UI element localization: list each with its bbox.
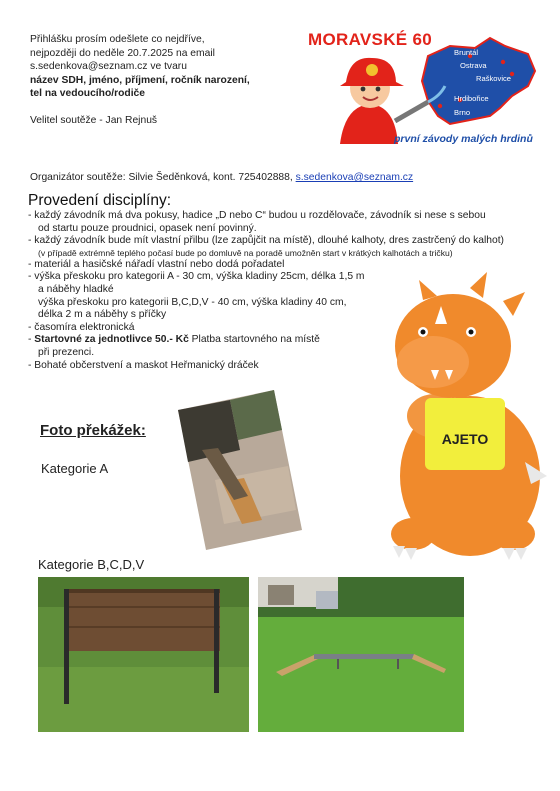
category-b-beam-photo (258, 577, 464, 732)
rule-line (28, 248, 558, 259)
commander-line: Velitel soutěže - Jan Rejnuš (30, 114, 158, 126)
rule-text: od startu pouze proudnici, opasek není povinný. (38, 222, 257, 234)
rule-text: - materiál a hasičské nářadí vlastní nebo dodá pořadatel (28, 258, 285, 270)
rule-text: - každý závodník má dva pokusy, hadice „D nebo C“ budou u rozdělovače, závodník si nese s sebou (28, 210, 486, 221)
intro-line: nejpozději do neděle 20.7.2025 na email (30, 47, 215, 59)
town-label: Brno (454, 108, 471, 117)
intro-block (30, 33, 300, 128)
intro-line: Přihlášku prosím odešlete co nejdříve, (30, 34, 205, 45)
rule-text: - každý závodník bude mít vlastní přilbu (lze zapůjčit na místě), dlouhé kalhoty, dres zastrčený do kalhot) (28, 235, 504, 247)
category-b-wall-photo (38, 577, 249, 732)
rule-text: (v případě extrémně teplého počasí bude po domluvě na poradě umožněn start v krátkých kalhotách a tričku) (38, 247, 453, 258)
category-a-obstacle-photo (170, 390, 310, 550)
town-label: Bruntál (454, 48, 479, 57)
intro-line: tel na vedoucího/rodiče (30, 88, 146, 100)
rule-text: výška přeskoku pro kategorii B,C,D,V - 40 cm, výška kladiny 40 cm, (38, 296, 347, 308)
intro-line: název SDH, jméno, příjmení, ročník narození, (30, 74, 250, 86)
mascot-dragon-photo (375, 266, 553, 576)
rule-bold-text: Startovné za jednotlivce 50.- Kč (34, 334, 189, 346)
organizer-text: Organizátor soutěže: Silvie Šeděnková, kont. 725402888, (30, 172, 293, 183)
town-label: Ostrava (460, 61, 487, 70)
organizer-line (30, 172, 413, 183)
photos-heading: Foto překážek: (40, 422, 146, 439)
rule-text: - Bohaté občerstvení a maskot Heřmanický dráček (28, 359, 259, 371)
rule-line (28, 235, 558, 248)
rule-text: - časomíra elektronická (28, 321, 135, 333)
organizer-email-link[interactable]: s.sedenkova@seznam.cz (295, 172, 414, 183)
rule-text: a náběhy hladké (38, 283, 114, 295)
category-b-label: Kategorie B,C,D,V (38, 557, 145, 572)
town-label: Hrdibořice (454, 94, 489, 103)
event-logo (300, 26, 540, 154)
rule-text: délka 2 m a náběhy s příčky (38, 309, 167, 321)
mascot-shirt-text: AJETO (441, 431, 489, 447)
logo-towns (454, 46, 511, 119)
rule-rest-text: Platba startovného na místě (188, 334, 320, 346)
town-dot (438, 104, 442, 108)
rule-text: při prezenci. (38, 346, 95, 358)
logo-subtitle: první závody malých hrdinů (394, 133, 533, 145)
town-label: Raškovice (476, 74, 512, 83)
rule-text: - výška přeskoku pro kategorii A - 30 cm, výška kladiny 25cm, délka 1,5 m (28, 271, 365, 283)
intro-line: s.sedenkova@seznam.cz ve tvaru (30, 61, 187, 73)
rule-text: - (28, 334, 35, 346)
rules-heading: Provedení disciplíny: (28, 192, 172, 209)
logo-title: MORAVSKÉ 60 (308, 30, 432, 49)
category-a-label: Kategorie A (41, 461, 109, 476)
rule-line (28, 223, 558, 236)
rule-line (28, 210, 558, 223)
